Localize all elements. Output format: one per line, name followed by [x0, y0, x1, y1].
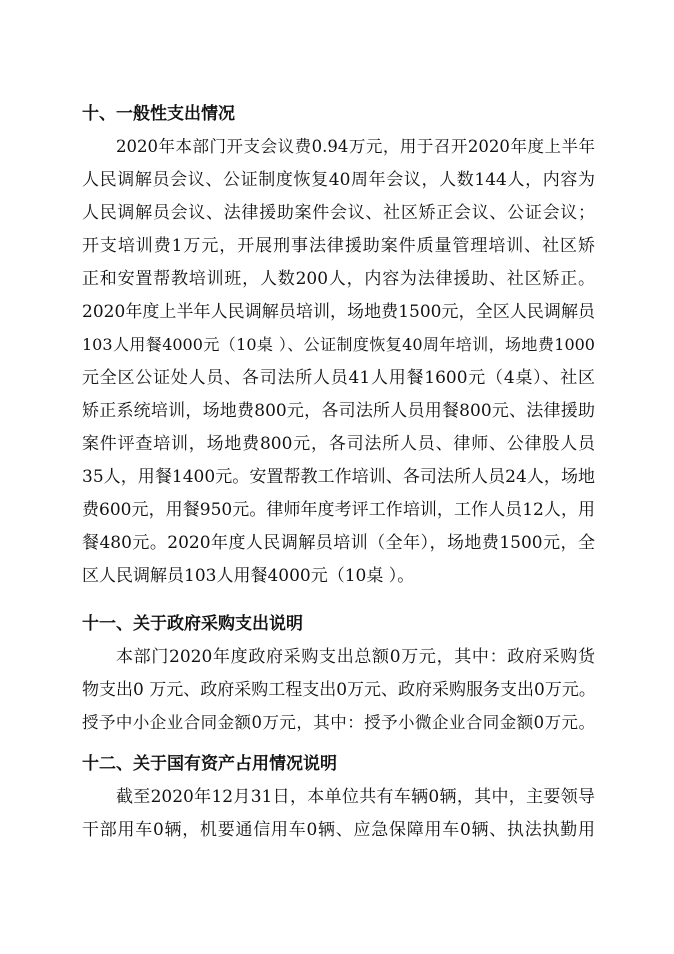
section-heading-12: 十二、关于国有资产占用情况说明 — [82, 754, 337, 774]
paragraph-line: 费600元，用餐950元。律师年度考评工作培训，工作人员12人，用 — [82, 500, 595, 520]
paragraph-line: 2020年本部门开支会议费0.94万元，用于召开2020年度上半年 — [116, 137, 595, 156]
paragraph-line: 物支出0 万元、政府采购工程支出0万元、政府采购服务支出0万元。 — [82, 680, 596, 700]
section-heading-11: 十一、关于政府采购支出说明 — [82, 614, 303, 634]
paragraph-line: 35人，用餐1400元。安置帮教工作培训、各司法所人员24人，场地 — [82, 467, 595, 487]
paragraph-line: 2020年度上半年人民调解员培训，场地费1500元，全区人民调解员 — [82, 302, 595, 322]
paragraph-line: 授予中小企业合同金额0万元，其中：授予小微企业合同金额0万元。 — [82, 713, 595, 732]
paragraph-line: 本部门2020年度政府采购支出总额0万元，其中：政府采购货 — [116, 647, 595, 667]
paragraph-line: 餐480元。2020年度人民调解员培训（全年），场地费1500元，全 — [82, 533, 595, 553]
paragraph-line: 人民调解员会议、公证制度恢复40周年会议，人数144人，内容为 — [82, 170, 595, 190]
paragraph-line: 截至2020年12月31日，本单位共有车辆0辆，其中，主要领导 — [116, 787, 595, 807]
paragraph-line: 元全区公证处人员、各司法所人员41人用餐1600元（4桌）、社区 — [82, 368, 595, 388]
paragraph-line: 正和安置帮教培训班，人数200人，内容为法律援助、社区矫正。 — [82, 269, 595, 289]
paragraph-line: 矫正系统培训，场地费800元，各司法所人员用餐800元、法律援助 — [82, 401, 595, 421]
paragraph-line: 103人用餐4000元（10桌 ）、公证制度恢复40周年培训，场地费1000 — [82, 335, 595, 354]
paragraph-line: 干部用车0辆，机要通信用车0辆、应急保障用车0辆、执法执勤用 — [82, 820, 595, 840]
section-heading-10: 十、一般性支出情况 — [82, 104, 235, 124]
paragraph-line: 案件评查培训，场地费800元，各司法所人员、律师、公律股人员 — [82, 434, 595, 454]
paragraph-line: 区人民调解员103人用餐4000元（10桌 ）。 — [82, 566, 415, 586]
paragraph-line: 开支培训费1万元，开展刑事法律援助案件质量管理培训、社区矫 — [82, 236, 595, 256]
paragraph-line: 人民调解员会议、法律援助案件会议、社区矫正会议、公证会议； — [82, 203, 595, 223]
